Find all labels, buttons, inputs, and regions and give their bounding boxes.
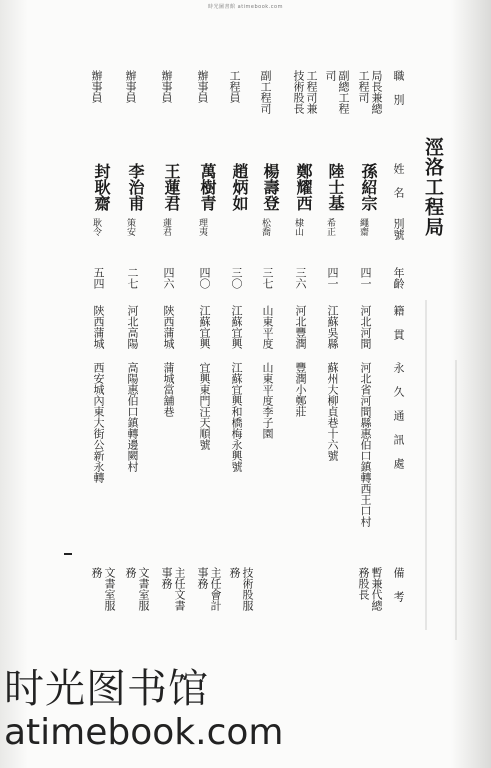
cell-origin: 江蘇宜興 (230, 305, 243, 349)
cell-alias: 蓮君 (161, 218, 171, 236)
cell-age: 四一 (359, 267, 372, 289)
cell-age: 三〇 (230, 267, 243, 289)
cell-address: 宜興東門汪天順號 (198, 362, 211, 450)
watermark-chinese: 时光图书馆 (4, 666, 209, 712)
cell-age: 三七 (261, 267, 274, 289)
cell-age: 二七 (126, 267, 139, 289)
cell-position: 辦事員 (124, 70, 137, 103)
cell-address: 山東平度李子園 (261, 362, 274, 439)
cell-origin: 山東平度 (261, 305, 274, 349)
cell-alias: 希正 (325, 218, 335, 236)
cell-address: 河北省河間縣惠伯口鎮轉西王口村 (359, 362, 372, 527)
bleed-through-mark (455, 360, 457, 640)
scan-shadow-left (0, 0, 28, 768)
cell-age: 四〇 (198, 267, 211, 289)
cell-alias: 理夷 (197, 218, 207, 236)
cell-position: 辦事員 (90, 70, 103, 103)
cell-remark: 主任文書事務 (160, 567, 186, 611)
cell-position: 辦事員 (160, 70, 173, 103)
page-mark (64, 553, 72, 555)
cell-age: 四一 (326, 267, 339, 289)
cell-position: 工程員 (228, 70, 241, 103)
cell-remark: 暫兼代總務股長 (357, 567, 383, 611)
cell-remark: 主任會計事務 (196, 567, 222, 611)
page-title: 涇洛工程局 (422, 137, 444, 237)
cell-address: 江蘇宜興和橋梅永興號 (230, 362, 243, 472)
cell-origin: 江蘇吳縣 (326, 305, 339, 349)
cell-position: 局長兼總工程司 (357, 70, 383, 114)
cell-age: 三六 (294, 267, 307, 289)
column-header: 備 考 (392, 567, 405, 602)
cell-address: 蒲城當舖巷 (162, 362, 175, 417)
bleed-through-mark (425, 300, 427, 630)
cell-name: 封耿齋 (92, 163, 111, 211)
cell-alias: 松喬 (260, 218, 270, 236)
cell-name: 李治甫 (126, 163, 145, 211)
cell-address: 蘇州大柳貞巷十六號 (326, 362, 339, 461)
cell-address: 高陽惠伯口鎮轉邊闕村 (126, 362, 139, 472)
cell-name: 王蓮君 (162, 163, 181, 211)
cell-age: 四六 (162, 267, 175, 289)
cell-name: 陸士基 (326, 163, 345, 211)
column-header: 年齡 (392, 267, 405, 289)
cell-address: 西安城內東大街公新永轉 (92, 362, 105, 483)
cell-name: 孫紹宗 (359, 163, 378, 211)
cell-remark: 技術股服務 (228, 567, 254, 611)
cell-origin: 陝西蒲城 (92, 305, 105, 349)
cell-alias: 棣山 (293, 218, 303, 236)
cell-origin: 陝西蒲城 (162, 305, 175, 349)
watermark-url: atimebook.com (4, 712, 284, 753)
cell-position: 辦事員 (196, 70, 209, 103)
cell-position: 副總工程司 (324, 70, 350, 114)
cell-alias: 繩齋 (358, 218, 368, 236)
cell-age: 五四 (92, 267, 105, 289)
cell-alias: 策安 (125, 218, 135, 236)
site-header: 時光圖書館 atimebook.com (208, 4, 283, 10)
cell-origin: 河北河間 (359, 305, 372, 349)
cell-origin: 河北豐潤 (294, 305, 307, 349)
column-header: 職 別 (392, 70, 405, 105)
cell-remark: 文書室服務 (124, 567, 150, 611)
scan-shadow-right (451, 0, 491, 768)
column-header: 永 久 通 訊 處 (392, 362, 405, 469)
cell-position: 工程司兼技術股長 (292, 70, 318, 114)
column-header: 籍 貫 (392, 305, 405, 340)
cell-address: 豐潤小鄭莊 (294, 362, 307, 417)
cell-origin: 河北高陽 (126, 305, 139, 349)
cell-name: 楊壽登 (261, 163, 280, 211)
column-header: 姓 名 (392, 163, 405, 198)
cell-position: 副工程司 (259, 70, 272, 114)
cell-name: 萬樹青 (198, 163, 217, 211)
cell-origin: 江蘇宜興 (198, 305, 211, 349)
column-header: 別號 (392, 218, 405, 240)
cell-alias: 耿令 (91, 218, 101, 236)
cell-remark: 文書室服務 (90, 567, 116, 611)
cell-name: 鄭耀西 (294, 163, 313, 211)
cell-name: 趙炳如 (230, 163, 249, 211)
